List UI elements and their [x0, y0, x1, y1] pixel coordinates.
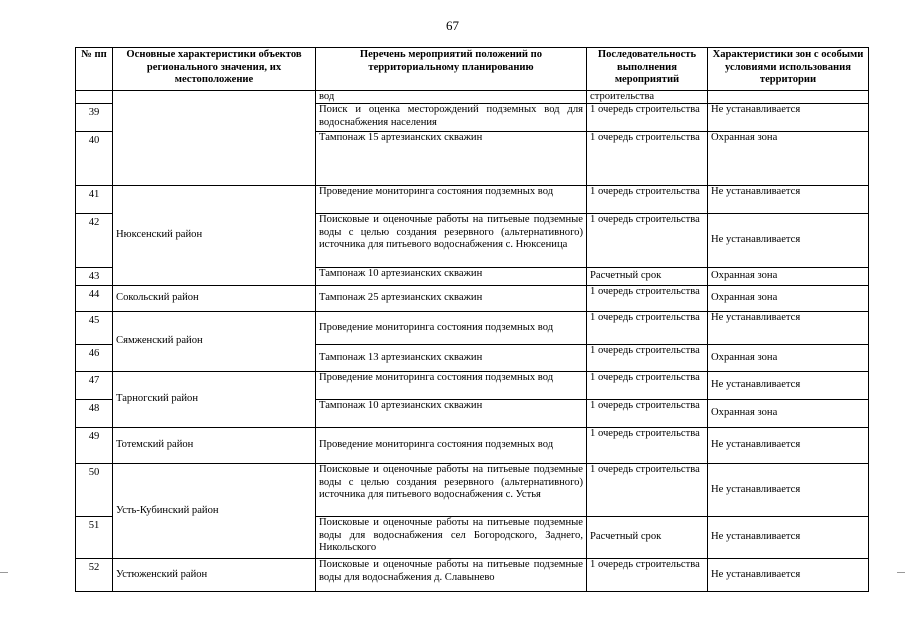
row-num: 43 — [76, 268, 113, 286]
table-row — [76, 372, 869, 400]
row-district-ustyuzhensky: Устюженский район — [113, 559, 316, 592]
row-measure: Поисковые и оценочные работы на питьевые подземные воды для водоснабжения д. Славынево — [316, 559, 587, 592]
row-district-nyuksensky: Нюксенский район — [113, 186, 316, 286]
row-num: 41 — [76, 186, 113, 214]
row-num: 42 — [76, 214, 113, 268]
row-zone: Не устанавливается — [708, 428, 869, 464]
row-measure: Проведение мониторинга состояния подземных вод — [316, 312, 587, 345]
margin-tick-right — [897, 572, 905, 573]
row-sequence: 1 очередь строительства — [587, 186, 708, 214]
row-zone: Не устанавливается — [708, 372, 869, 400]
table-row — [76, 312, 869, 345]
row-sequence: 1 очередь строительства — [587, 286, 708, 312]
row-sequence: 1 очередь строительства — [587, 214, 708, 268]
row-sequence: 1 очередь строительства — [587, 372, 708, 400]
row-num: 46 — [76, 345, 113, 372]
header-characteristics: Основные характеристики объектов регионального значения, их местоположение — [113, 48, 316, 91]
row-district-ust-kubinsky: Усть-Кубинский район — [113, 464, 316, 559]
row-num: 39 — [76, 104, 113, 132]
header-num: № пп — [76, 48, 113, 91]
row-sequence: 1 очередь строительства — [587, 312, 708, 345]
row-sequence: 1 очередь строительства — [587, 559, 708, 592]
row-measure: Поисковые и оценочные работы на питьевые подземные воды с целью создания резервного (альтернативного) источника для питьевого водоснабжения с. Устья — [316, 464, 587, 517]
row-zone: Охранная зона — [708, 132, 869, 186]
row-zone: Охранная зона — [708, 286, 869, 312]
row-zone: Не устанавливается — [708, 214, 869, 268]
table-header — [76, 48, 869, 91]
header-zones: Характеристики зон с особыми условиями использования территории — [708, 48, 869, 91]
row-measure: Поисковые и оценочные работы на питьевые подземные воды для водоснабжения сел Богородского, Заднего, Никольского — [316, 517, 587, 559]
row-zone: Охранная зона — [708, 400, 869, 428]
table-row — [76, 91, 869, 104]
row-district-syamzhensky: Сямженский район — [113, 312, 316, 372]
row-num — [76, 91, 113, 104]
row-measure: Тампонаж 13 артезианских скважин — [316, 345, 587, 372]
row-num: 49 — [76, 428, 113, 464]
header-sequence: Последовательность выполнения мероприятий — [587, 48, 708, 91]
row-num: 45 — [76, 312, 113, 345]
row-measure: Тампонаж 25 артезианских скважин — [316, 286, 587, 312]
row-zone: Не устанавливается — [708, 517, 869, 559]
row-num: 40 — [76, 132, 113, 186]
row-measure: Поиск и оценка месторождений подземных вод для водоснабжения населения — [316, 104, 587, 132]
table-body — [76, 91, 869, 592]
row-zone: Охранная зона — [708, 268, 869, 286]
table-row — [76, 186, 869, 214]
row-sequence: 1 очередь строительства — [587, 345, 708, 372]
row-num: 47 — [76, 372, 113, 400]
row-zone: Не устанавливается — [708, 186, 869, 214]
row-sequence: строительства — [587, 91, 708, 104]
row-zone: Не устанавливается — [708, 464, 869, 517]
table-row — [76, 428, 869, 464]
row-sequence: Расчетный срок — [587, 517, 708, 559]
row-zone: Не устанавливается — [708, 559, 869, 592]
page-number: 67 — [446, 18, 459, 33]
table-row — [76, 464, 869, 517]
row-measure: Тампонаж 10 артезианских скважин — [316, 268, 587, 286]
row-sequence: 1 очередь строительства — [587, 132, 708, 186]
row-sequence: Расчетный срок — [587, 268, 708, 286]
planning-table-container — [75, 47, 868, 592]
row-measure: Тампонаж 15 артезианских скважин — [316, 132, 587, 186]
row-district-sokolsky: Сокольский район — [113, 286, 316, 312]
row-district-tarnogsky: Тарногский район — [113, 372, 316, 428]
row-num: 50 — [76, 464, 113, 517]
row-zone: Охранная зона — [708, 345, 869, 372]
row-zone — [708, 91, 869, 104]
row-measure: вод — [316, 91, 587, 104]
row-zone: Не устанавливается — [708, 312, 869, 345]
row-num: 48 — [76, 400, 113, 428]
row-sequence: 1 очередь строительства — [587, 464, 708, 517]
table-row — [76, 559, 869, 592]
row-measure: Поисковые и оценочные работы на питьевые подземные воды с целью создания резервного (альтернативного) источника для питьевого водоснабжения с. Нюксеница — [316, 214, 587, 268]
row-zone: Не устанавливается — [708, 104, 869, 132]
row-measure: Проведение мониторинга состояния подземных вод — [316, 428, 587, 464]
table-row — [76, 286, 869, 312]
row-measure: Проведение мониторинга состояния подземных вод — [316, 186, 587, 214]
header-measures: Перечень мероприятий положений по территориальному планированию — [316, 48, 587, 91]
row-measure: Проведение мониторинга состояния подземных вод — [316, 372, 587, 400]
margin-tick-left — [0, 572, 8, 573]
row-district-totemsky: Тотемский район — [113, 428, 316, 464]
row-sequence: 1 очередь строительства — [587, 428, 708, 464]
row-district — [113, 91, 316, 186]
row-num: 52 — [76, 559, 113, 592]
row-sequence: 1 очередь строительства — [587, 400, 708, 428]
row-num: 44 — [76, 286, 113, 312]
row-sequence: 1 очередь строительства — [587, 104, 708, 132]
row-measure: Тампонаж 10 артезианских скважин — [316, 400, 587, 428]
planning-table — [75, 47, 869, 592]
row-num: 51 — [76, 517, 113, 559]
